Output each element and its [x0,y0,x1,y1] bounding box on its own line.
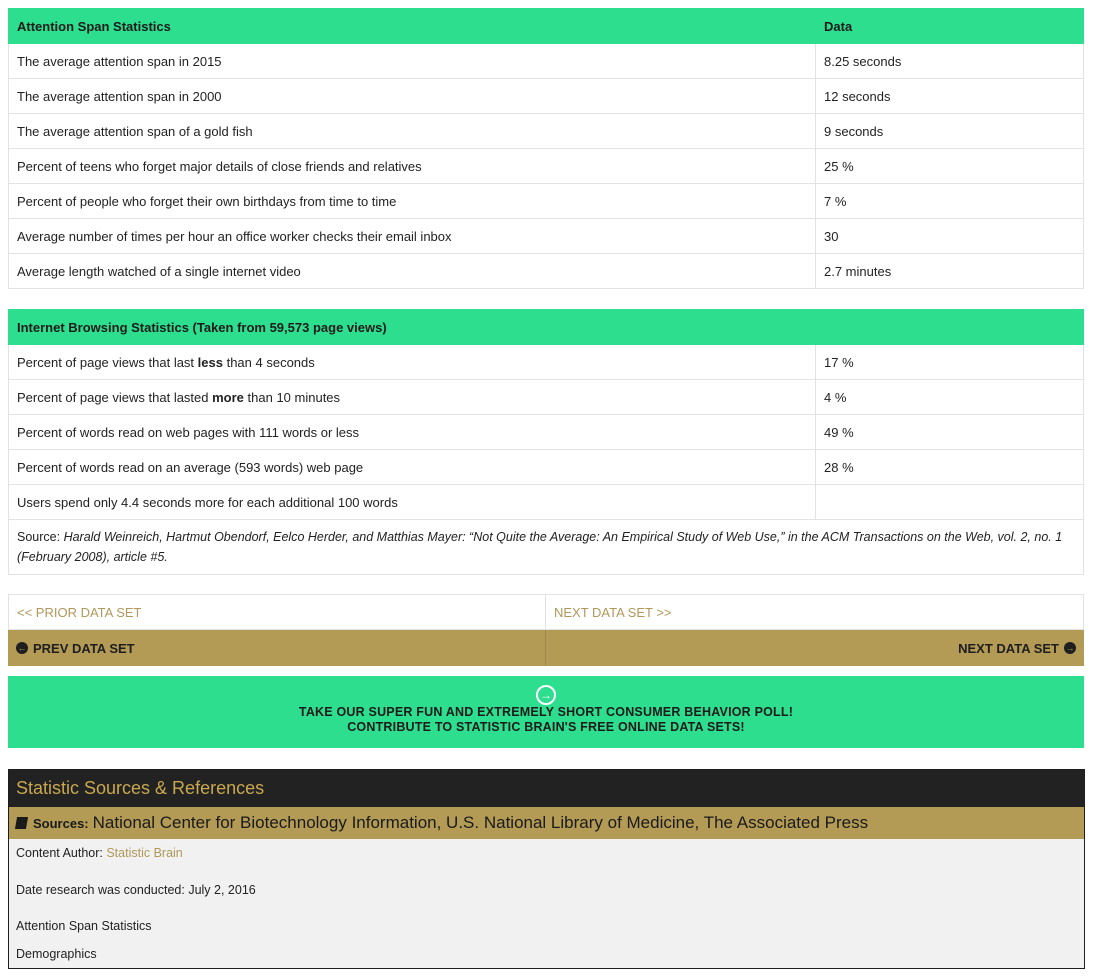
stat-label: Average length watched of a single internet video [9,254,816,289]
internet-browsing-table [8,309,1084,575]
next-data-set-link[interactable]: NEXT DATA SET >> [554,604,672,620]
column-header: Internet Browsing Statistics (Taken from 59,573 page views) [9,310,816,345]
data-set-pager [8,594,1084,630]
stat-value: 25 % [816,149,1084,184]
source-row [9,520,1084,575]
emphasis: less [197,354,223,370]
table-header-row [9,9,1084,44]
stat-value: 7 % [816,184,1084,219]
next-data-set-button[interactable] [546,630,1084,666]
stat-value: 30 [816,219,1084,254]
sources-references-panel [8,769,1085,969]
stat-label: The average attention span in 2000 [9,79,816,114]
table-row [9,485,1084,520]
prior-data-set-link[interactable]: << PRIOR DATA SET [9,595,546,629]
source-citation: Source: Harald Weinreich, Hartmut Obendorf, Eelco Herder, and Matthias Mayer: “Not Quite the Average: An Empirical Study of Web Use,” in the ACM Transactions on the Web, vol. 2, no. 1 (February 2008), article #5. [9,520,1084,575]
prev-data-set-label: PREV DATA SET [33,640,135,656]
circle-arrow-left-icon: ← [17,643,27,653]
stat-value: 12 seconds [816,79,1084,114]
table-row [9,114,1084,149]
content-author: Content Author: Statistic Brain [16,846,183,860]
table-row [9,345,1084,380]
column-header: Attention Span Statistics [9,9,816,44]
stat-value: 4 % [816,380,1084,415]
table-row [9,184,1084,219]
author-link[interactable]: Statistic Brain [106,846,183,860]
attention-span-table [8,8,1084,289]
stat-label: Percent of teens who forget major details of close friends and relatives [9,149,816,184]
table-row [9,79,1084,114]
poll-line-2: CONTRIBUTE TO STATISTIC BRAIN'S FREE ONLINE DATA SETS! [347,720,745,734]
emphasis: more [212,389,244,405]
column-header: Data [816,9,1084,44]
stat-value: 2.7 minutes [816,254,1084,289]
circle-arrow-right-icon: → [1065,643,1075,653]
stat-label: Percent of page views that lasted more than 10 minutes [9,380,816,415]
stat-label: Users spend only 4.4 seconds more for each additional 100 words [9,485,816,520]
table-row [9,44,1084,79]
stat-label: Percent of words read on an average (593 words) web page [9,450,816,485]
tag-demographics: Demographics [16,947,97,961]
prev-data-set-button[interactable] [8,630,546,666]
table-row [9,254,1084,289]
stat-value: 28 % [816,450,1084,485]
references-title: Statistic Sources & References [9,770,1084,807]
table-header-row [9,310,1084,345]
stat-value: 17 % [816,345,1084,380]
table-row [9,415,1084,450]
stat-label: The average attention span of a gold fish [9,114,816,149]
table-row [9,380,1084,415]
table-row [9,219,1084,254]
sources-value: National Center for Biotechnology Information, U.S. National Library of Medicine, The Associated Press [92,813,869,832]
circle-arrow-right-icon: → [536,685,556,705]
consumer-poll-banner[interactable] [8,676,1084,748]
column-header [816,310,1084,345]
table-row [9,149,1084,184]
research-date: Date research was conducted: July 2, 2016 [16,883,256,897]
next-data-set-label: NEXT DATA SET [958,640,1059,656]
table-row [9,450,1084,485]
stat-label: Average number of times per hour an office worker checks their email inbox [9,219,816,254]
sources-bar [9,807,1084,839]
tag-attention-span: Attention Span Statistics [16,919,152,933]
stat-label: Percent of words read on web pages with 111 words or less [9,415,816,450]
data-set-nav-bar [8,630,1084,666]
stat-label: The average attention span in 2015 [9,44,816,79]
stat-label: Percent of page views that last less than 4 seconds [9,345,816,380]
poll-line-1: TAKE OUR SUPER FUN AND EXTREMELY SHORT CONSUMER BEHAVIOR POLL! [298,705,794,719]
stat-label: Percent of people who forget their own birthdays from time to time [9,184,816,219]
sources-label: Sources: [33,815,89,831]
stat-value: 8.25 seconds [816,44,1084,79]
stat-value [816,485,1084,520]
stat-value: 49 % [816,415,1084,450]
book-icon [15,817,28,829]
stat-value: 9 seconds [816,114,1084,149]
